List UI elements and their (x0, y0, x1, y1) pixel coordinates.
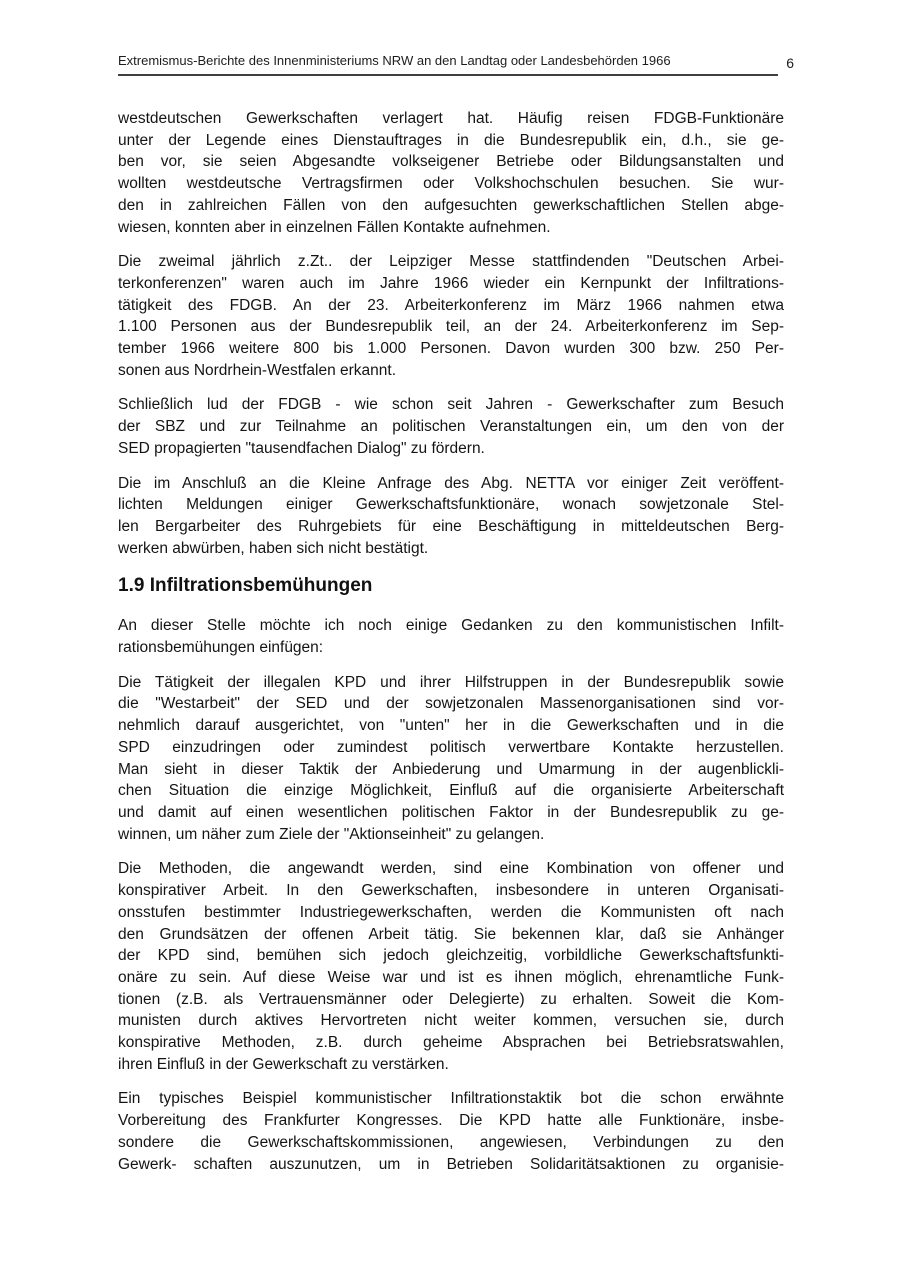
text-line: den in zahlreichen Fällen von den aufgesuchten gewerkschaftlichen Stellen abge- (118, 196, 784, 214)
text-line: tionen (z.B. als Vertrauensmänner oder Delegierte) zu erhalten. Soweit die Kom- (118, 990, 784, 1008)
paragraph (118, 251, 784, 381)
paragraph (118, 394, 784, 459)
text-line: lichten Meldungen einiger Gewerkschaftsfunktionäre, wonach sowjetzonale Stel- (118, 496, 784, 514)
text-line: Die im Anschluß an die Kleine Anfrage des Abg. NETTA vor einiger Zeit veröffent- (118, 474, 784, 492)
text-line: werken abwürben, haben sich nicht bestätigt. (118, 539, 429, 557)
text-line: Gewerk- schaften auszunutzen, um in Betrieben Solidaritätsaktionen zu organisie- (118, 1155, 784, 1173)
text-line: rationsbemühungen einfügen: (118, 639, 324, 657)
text-line: wiesen, konnten aber in einzelnen Fällen Kontakte aufnehmen. (118, 218, 551, 236)
text-line: len Bergarbeiter des Ruhrgebiets für eine Beschäftigung in mitteldeutschen Berg- (118, 517, 784, 535)
text-line: Man sieht in dieser Taktik der Anbiederung und Umarmung in der augenblickli- (118, 760, 784, 778)
text-line: den Grundsätzen der offenen Arbeit tätig. Sie bekennen klar, daß sie Anhänger (118, 925, 784, 943)
text-line: Schließlich lud der FDGB - wie schon seit Jahren - Gewerkschafter zum Besuch (118, 396, 784, 414)
text-line: tember 1966 weitere 800 bis 1.000 Personen. Davon wurden 300 bzw. 250 Per- (118, 340, 784, 358)
text-line: konspirativer Arbeit. In den Gewerkschaften, insbesondere in unteren Organisati- (118, 882, 784, 900)
text-line: nehmlich darauf ausgerichtet, von "unten" her in die Gewerkschaften und in die (118, 717, 784, 735)
text-line: westdeutschen Gewerkschaften verlagert hat. Häufig reisen FDGB-Funktionäre (118, 110, 784, 127)
paragraph (118, 108, 784, 238)
text-line: die "Westarbeit" der SED und der sowjetzonalen Massenorganisationen sind vor- (118, 695, 784, 713)
paragraph (118, 615, 784, 658)
text-line: SPD einzudringen oder zumindest politisch verwertbare Kontakte herzustellen. (118, 738, 784, 756)
text-line: Vorbereitung des Frankfurter Kongresses. Die KPD hatte alle Funktionäre, insbe- (118, 1112, 784, 1130)
text-line: 1.100 Personen aus der Bundesrepublik teil, an der 24. Arbeiterkonferenz im Sep- (118, 318, 784, 336)
text-line: sonen aus Nordrhein-Westfalen erkannt. (118, 361, 397, 379)
text-line: tätigkeit des FDGB. An der 23. Arbeiterkonferenz im März 1966 nahmen etwa (118, 296, 784, 314)
page-number: 6 (786, 55, 794, 71)
paragraph (118, 672, 784, 846)
text-line: der KPD sind, bemühen sich jedoch gleichzeitig, vorbildliche Gewerkschaftsfunkti- (118, 947, 784, 965)
text-line: winnen, um näher zum Ziele der "Aktionseinheit" zu gelangen. (118, 825, 545, 843)
page-header (118, 53, 794, 76)
text-line: terkonferenzen" waren auch im Jahre 1966 wieder ein Kernpunkt der Infiltrations- (118, 274, 784, 292)
text-line: sondere die Gewerkschaftskommissionen, angewiesen, Verbindungen zu den (118, 1133, 784, 1151)
text-line: ihren Einfluß in der Gewerkschaft zu verstärken. (118, 1055, 449, 1073)
text-line: munisten durch aktives Hervortreten nicht weiter kommen, versuchen sie, durch (118, 1012, 784, 1030)
text-line: chen Situation die einzige Möglichkeit, Einfluß auf die organisierte Arbeiterschaft (118, 782, 784, 800)
text-line: Die Methoden, die angewandt werden, sind eine Kombination von offener und (118, 860, 784, 878)
text-line: An dieser Stelle möchte ich noch einige Gedanken zu den kommunistischen Infilt- (118, 617, 784, 635)
text-line: ben vor, sie seien Abgesandte volkseigener Betriebe oder Bildungsanstalten und (118, 153, 784, 171)
paragraph (118, 473, 784, 560)
text-line: onsstufen bestimmter Industriegewerkschaften, werden die Kommunisten oft nach (118, 903, 784, 921)
document-body (118, 108, 784, 1175)
text-line: konspirative Methoden, z.B. durch geheime Absprachen bei Betriebsratswahlen, (118, 1034, 784, 1052)
header-title: Extremismus-Berichte des Innenministeriums NRW an den Landtag oder Landesbehörden 1966 (118, 53, 778, 76)
text-line: Die zweimal jährlich z.Zt.. der Leipziger Messe stattfindenden "Deutschen Arbei- (118, 253, 784, 271)
paragraph (118, 858, 784, 1075)
text-line: unter der Legende eines Dienstauftrages in die Bundesrepublik ein, d.h., sie ge- (118, 131, 784, 149)
section-heading: 1.9 Infiltrationsbemühungen (118, 575, 373, 597)
paragraph (118, 1088, 784, 1175)
text-line: Die Tätigkeit der illegalen KPD und ihrer Hilfstruppen in der Bundesrepublik sowie (118, 673, 784, 691)
text-line: wollten westdeutsche Vertragsfirmen oder Volkshochschulen besuchen. Sie wur- (118, 175, 784, 193)
text-line: Ein typisches Beispiel kommunistischer Infiltrationstaktik bot die schon erwähnte (118, 1090, 784, 1108)
text-line: der SBZ und zur Teilnahme an politischen Veranstaltungen ein, um den von der (118, 418, 784, 436)
text-line: onäre zu sein. Auf diese Weise war und ist es ihnen möglich, ehrenamtliche Funk- (118, 968, 784, 986)
text-line: SED propagierten "tausendfachen Dialog" zu fördern. (118, 439, 485, 457)
text-line: und damit auf einen wesentlichen politischen Faktor in der Bundesrepublik zu ge- (118, 803, 784, 821)
